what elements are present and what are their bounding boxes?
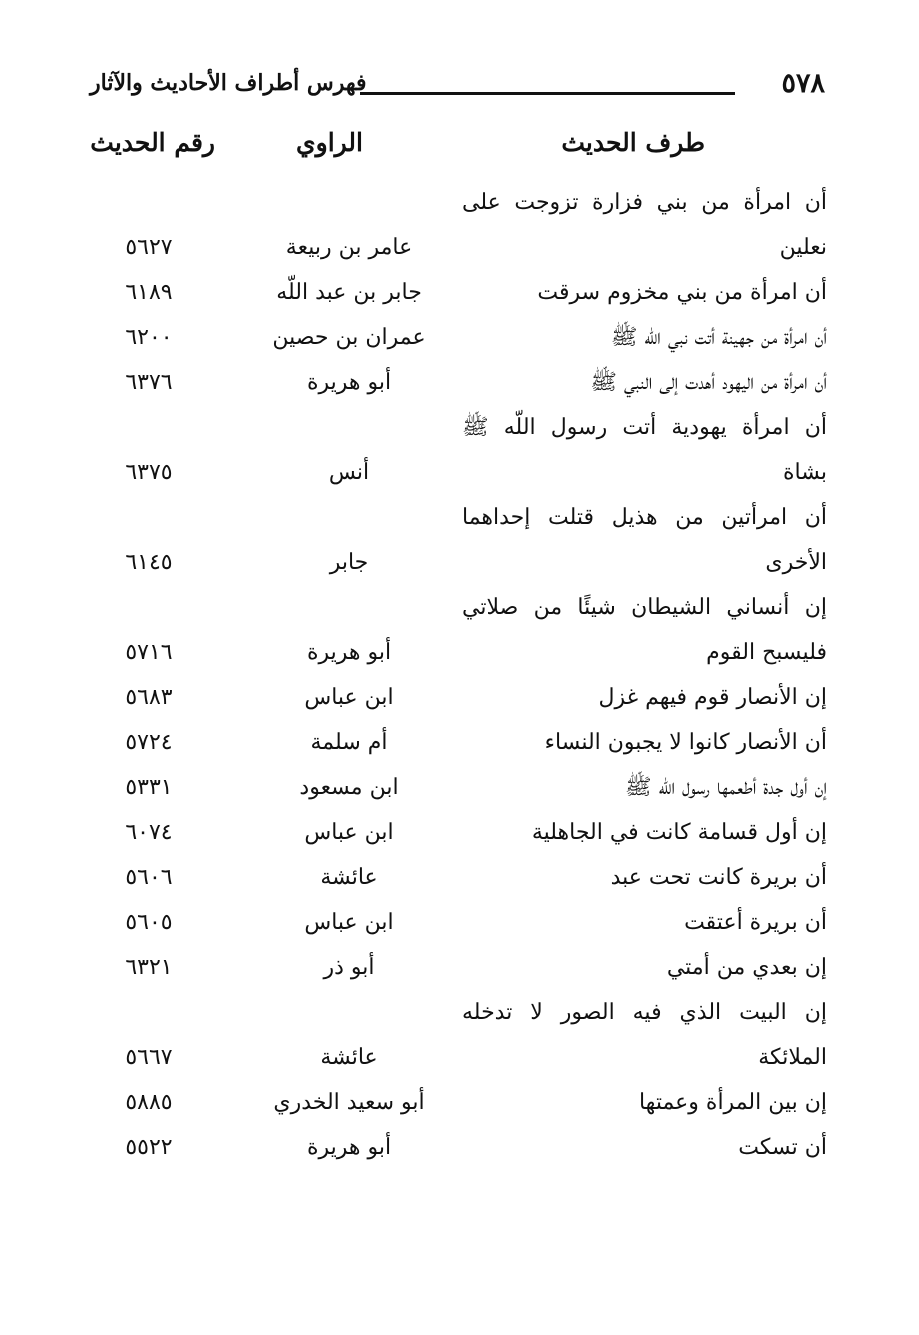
column-header-hadith: طرف الحديث: [561, 128, 705, 157]
table-row: [0, 360, 919, 405]
hadith-text: أن بريرة كانت تحت عبد: [610, 865, 827, 890]
narrator-name: عائشة: [320, 1045, 378, 1070]
narrator-name: جابر: [329, 550, 369, 575]
hadith-text: إن أنساني الشيطان شيئًا من صلاتي فليسبح القوم: [462, 595, 827, 665]
table-row: [0, 765, 919, 810]
table-row: [0, 1125, 919, 1170]
header-rule: [360, 92, 735, 95]
column-headers: [90, 128, 825, 168]
hadith-number: ٥٣٣١: [125, 775, 173, 800]
narrator-name: عمران بن حصين: [272, 325, 426, 350]
index-table: [0, 180, 919, 1170]
hadith-number: ٦٠٧٤: [125, 820, 173, 845]
hadith-number: ٥٦٠٥: [125, 910, 173, 935]
table-row: [0, 945, 919, 990]
hadith-text: أن امرأتين من هذيل قتلت إحداهما الأخرى: [462, 505, 827, 575]
hadith-text: أن امرأة من اليهود أهدت إلى النبي ﷺ: [590, 370, 827, 395]
column-header-narrator: الراوي: [296, 128, 363, 157]
table-row: [0, 990, 919, 1080]
hadith-number: ٦٣٢١: [125, 955, 173, 980]
table-row: [0, 900, 919, 945]
table-row: [0, 855, 919, 900]
table-row: [0, 810, 919, 855]
narrator-name: جابر بن عبد اللّه: [276, 280, 422, 305]
hadith-text: أن تسكت: [738, 1135, 827, 1160]
hadith-number: ٦٢٠٠: [125, 325, 173, 350]
hadith-text: إن بعدي من أمتي: [666, 955, 827, 980]
table-row: [0, 270, 919, 315]
table-row: [0, 675, 919, 720]
running-head: [90, 62, 825, 112]
hadith-number: ٦١٨٩: [125, 280, 173, 305]
hadith-number: ٦٣٧٦: [125, 370, 173, 395]
hadith-number: ٥٧١٦: [125, 640, 173, 665]
narrator-name: أبو هريرة: [306, 370, 392, 395]
hadith-text: أن بريرة أعتقت: [684, 910, 827, 935]
hadith-text: أن امرأة من جهينة أتت نبي اللّه ﷺ: [610, 325, 827, 350]
narrator-name: أبو ذر: [323, 955, 375, 980]
hadith-number: ٥٦٢٧: [125, 235, 173, 260]
hadith-number: ٥٦٠٦: [125, 865, 173, 890]
narrator-name: أنس: [328, 460, 370, 485]
hadith-number: ٦١٤٥: [125, 550, 173, 575]
hadith-text: إن أول قسامة كانت في الجاهلية: [531, 820, 827, 845]
column-header-number: رقم الحديث: [90, 128, 215, 157]
page-number: ٥٧٨: [781, 68, 825, 99]
table-row: [0, 180, 919, 270]
table-row: [0, 585, 919, 675]
narrator-name: ابن عباس: [304, 820, 394, 845]
hadith-text: أن الأنصار كانوا لا يجبون النساء: [544, 730, 827, 755]
hadith-text: أن امرأة يهودية أتت رسول اللّه ﷺ بشاة: [462, 415, 827, 485]
hadith-text: إن الأنصار قوم فيهم غزل: [598, 685, 827, 710]
narrator-name: عامر بن ربيعة: [285, 235, 413, 260]
narrator-name: ابن مسعود: [299, 775, 399, 800]
hadith-text: إن بين المرأة وعمتها: [638, 1090, 827, 1115]
table-row: [0, 495, 919, 585]
hadith-number: ٥٧٢٤: [125, 730, 173, 755]
running-title: فهرس أطراف الأحاديث والآثار: [90, 70, 367, 96]
hadith-text: أن امرأة من بني مخزوم سرقت: [537, 280, 827, 305]
narrator-name: ابن عباس: [304, 685, 394, 710]
narrator-name: ابن عباس: [304, 910, 394, 935]
hadith-text: أن امرأة من بني فزارة تزوجت على نعلين: [462, 190, 827, 260]
hadith-text: إن البيت الذي فيه الصور لا تدخله الملائكة: [462, 1000, 827, 1070]
narrator-name: أبو هريرة: [306, 640, 392, 665]
hadith-text: إن أول جدة أطعمها رسول اللّه ﷺ: [625, 775, 827, 800]
narrator-name: أم سلمة: [310, 730, 388, 755]
narrator-name: عائشة: [320, 865, 378, 890]
hadith-number: ٥٦٦٧: [125, 1045, 173, 1070]
hadith-number: ٥٨٨٥: [125, 1090, 173, 1115]
hadith-number: ٦٣٧٥: [125, 460, 173, 485]
hadith-number: ٥٥٢٢: [125, 1135, 173, 1160]
hadith-number: ٥٦٨٣: [125, 685, 173, 710]
table-row: [0, 405, 919, 495]
narrator-name: أبو سعيد الخدري: [273, 1090, 425, 1115]
narrator-name: أبو هريرة: [306, 1135, 392, 1160]
table-row: [0, 1080, 919, 1125]
table-row: [0, 315, 919, 360]
table-row: [0, 720, 919, 765]
